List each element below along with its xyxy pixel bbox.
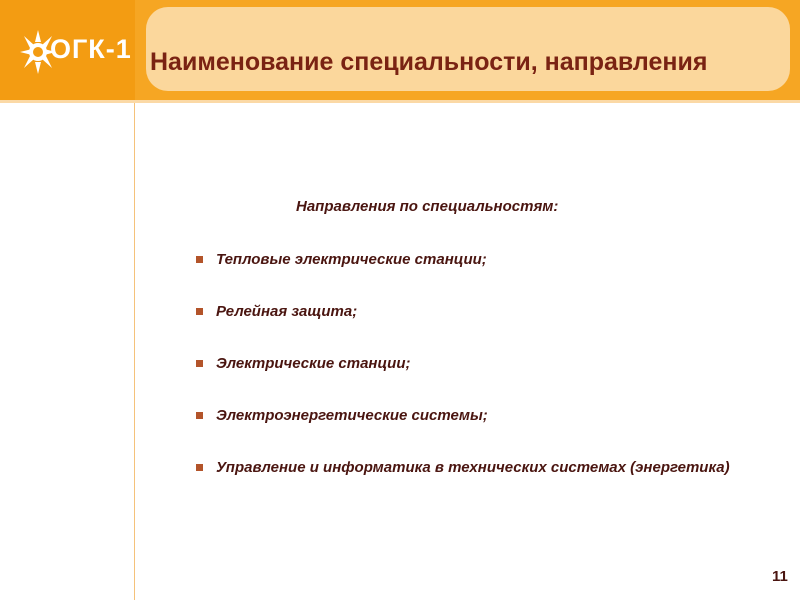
list-item — [196, 301, 756, 323]
list-item — [196, 405, 756, 427]
bullet-icon — [196, 464, 203, 471]
specialty-list — [196, 249, 756, 509]
bullet-icon — [196, 360, 203, 367]
bullet-icon — [196, 256, 203, 263]
list-item — [196, 353, 756, 375]
vertical-divider — [134, 103, 135, 600]
page-number: 11 — [772, 568, 788, 585]
list-item — [196, 249, 756, 271]
list-item-text: Релейная защита; — [216, 303, 358, 320]
bullet-icon — [196, 308, 203, 315]
logo-text: ОГК-1 — [50, 34, 132, 64]
content-heading: Направления по специальностям: — [296, 198, 559, 215]
list-item-text: Электрические станции; — [216, 355, 411, 372]
list-item-text: Тепловые электрические станции; — [216, 251, 487, 268]
list-item-text: Электроэнергетические системы; — [216, 407, 488, 424]
header-divider — [0, 100, 800, 103]
list-item — [196, 457, 756, 479]
page-title: Наименование специальности, направления — [150, 48, 708, 76]
list-item-text: Управление и информатика в технических системах (энергетика) — [216, 459, 730, 476]
bullet-icon — [196, 412, 203, 419]
